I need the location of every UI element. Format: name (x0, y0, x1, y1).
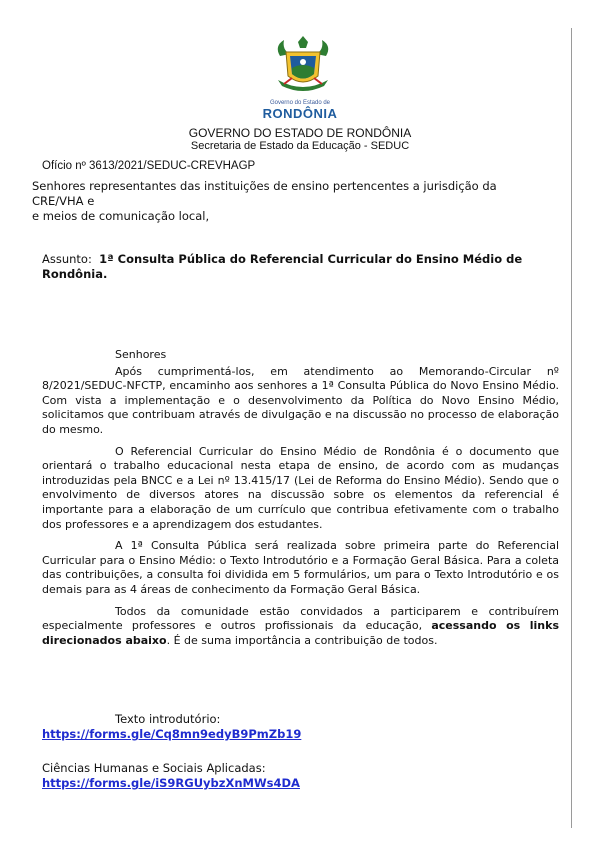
paragraph-text: Todos da comunidade estão convidados a participarem e contribuírem especialmente professores e outros profissionais da educação, (42, 604, 559, 633)
brand-name: RONDÔNIA (262, 106, 338, 121)
addressee-line: CRE/VHA e (32, 194, 95, 208)
letter-body (42, 348, 559, 655)
link-label: Texto introdutório: (115, 712, 221, 726)
brand-subtitle: Governo do Estado de (269, 100, 331, 106)
paragraph: Após cumprimentá-los, em atendimento ao Memorando-Circular nº 8/2021/SEDUC-NFCTP, encaminho aos senhores a 1ª Consulta Pública do Novo Ensino Médio. Com vista a implementação e o desenvolvimento da Política do Novo Ensino Médio, solicitamos que contribuam através de divulgação e na discussão no processo de elaboração do mesmo. (42, 364, 559, 436)
link-label: Ciências Humanas e Sociais Aplicadas: (42, 761, 266, 775)
subject-line (42, 252, 560, 281)
state-crest-logo (272, 34, 334, 98)
subject-text: 1ª Consulta Pública do Referencial Curricular do Ensino Médio de Rondônia. (42, 252, 523, 281)
addressee-block (32, 179, 562, 224)
links-section (42, 712, 559, 791)
paragraph: A 1ª Consulta Pública será realizada sobre primeira parte do Referencial Curricular para o Ensino Médio: o Texto Introdutório e a Formação Geral Básica. Para a coleta das contribuições, a consulta foi dividida em 5 formulários, um para o Texto Introdutório e os demais para as 4 áreas de conhecimento da Formação Geral Básica. (42, 539, 559, 596)
oficio-number: Ofício nº 3613/2021/SEDUC-CREVHAGP (42, 160, 256, 172)
addressee-line: e meios de comunicação local, (32, 209, 210, 223)
paragraph (42, 605, 559, 649)
government-heading: GOVERNO DO ESTADO DE RONDÔNIA (188, 126, 412, 140)
paragraph: O Referencial Curricular do Ensino Médio de Rondônia é o documento que orientará o trabalho educacional nesta etapa de ensino, de acordo com as mudanças introduzidas pela BNCC e a Lei nº 13.415/17 (Lei de Reforma do Ensino Médio). Sendo que o envolvimento de diversos atores na discussão sobre os elementos da referencial é importante para a elaboração de um currículo que contribua efetivamente com o trabalho dos professores e a aprendizagem dos estudantes. (42, 444, 559, 531)
subject-label: Assunto: (42, 252, 92, 266)
greeting: Senhores (115, 348, 167, 361)
secretariat-heading: Secretaria de Estado da Educação - SEDUC (190, 140, 410, 152)
form-link-texto-introdutorio[interactable]: https://forms.gle/Cq8mn9edyB9PmZb19 (42, 727, 302, 741)
addressee-line: Senhores representantes das instituições de ensino pertencentes a jurisdição da (32, 179, 497, 193)
paragraph-text: . É de suma importância a contribuição de todos. (166, 633, 438, 647)
form-link-ciencias-humanas[interactable]: https://forms.gle/iS9RGUybzXnMWs4DA (42, 776, 300, 790)
paragraph-emphasis: acessando os links direcionados abaixo (42, 619, 559, 647)
